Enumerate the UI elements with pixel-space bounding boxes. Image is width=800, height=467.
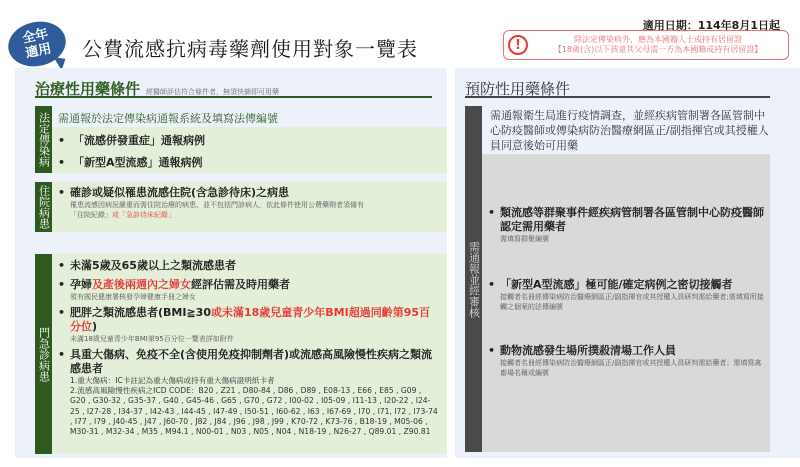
text: 經評估需及時用藥者 [191, 278, 290, 291]
item-sub: 罹患流感因病況嚴重而需住院治療的病患，並不包括門診病人，依此條件使用公費藥劑者須備有 [70, 201, 364, 209]
prevention-header [465, 72, 770, 98]
item-main: • 具重大傷病、免疫不全(含使用免疫抑制劑者)或流感高風險慢性疾病之類流感患者 [58, 348, 439, 376]
prevention-panel [455, 68, 800, 458]
item-main: • 動物流感發生場所撲殺清場工作人員 [488, 344, 764, 358]
prevention-title: 預防性用藥條件 [465, 80, 571, 98]
treatment-panel [15, 68, 447, 458]
item-sub: 接觸者名冊經傳染病防治醫療網區正/副指揮官或其授權人員研判需給藥者;需填寫所接觸之個案的法傳編號 [500, 293, 764, 311]
item-main: • 確診或疑似罹患流感住院(含急診待床)之病患 [58, 186, 439, 200]
block-tag: 門急診病患 [35, 254, 52, 454]
text: 孕婦 [70, 278, 92, 291]
block-tag: 住院病患 [35, 182, 52, 232]
block-body [482, 154, 770, 452]
item-sub: 未滿18歲兒童青少年BMI第95百分位一覽表詳如附件 [70, 335, 234, 343]
alert-text [528, 35, 788, 56]
item-main: • 「新型A型流感」極可能/確定病例之密切接觸者 [488, 278, 764, 292]
notifiable-disease-block [35, 106, 447, 173]
block-body [52, 254, 447, 454]
list-item [58, 348, 439, 437]
treatment-subtitle: 經醫師評估符合條件者，無須快篩即可用藥 [146, 88, 280, 96]
effective-date: 適用日期：114年8月1日起 [642, 19, 780, 32]
item-sub: 領有國民健康署核發孕婦健康手冊之婦女 [70, 293, 196, 301]
item-main: • 未滿5歲及65歲以上之類流感患者 [58, 259, 439, 273]
item-main [58, 278, 439, 292]
item-sub: 需填寫群聚編號 [500, 235, 549, 243]
treatment-header [35, 72, 432, 98]
list-item [58, 186, 439, 220]
record-er: 或「急診待床紀錄」 [112, 211, 175, 219]
block-head: 需通報衛生局進行疫情調查，並經疾病管制署各區管制中心防疫醫師或傳染病防治醫療網區正/副指揮官或其授權人員同意後始可用藥 [482, 106, 770, 153]
alert-line-2: 【18歲(含)以下孩童其父母需一方為本國籍或持有居留證】 [553, 45, 763, 54]
block-tag: 法定傳染病 [35, 106, 52, 173]
item-sub-2 [58, 210, 439, 220]
inpatient-block [35, 182, 447, 232]
list-item [488, 278, 764, 312]
text-red: 及產後兩週內之婦女 [92, 278, 191, 291]
item-main [58, 306, 439, 334]
block-body [52, 106, 447, 173]
badge-line-1: 全年 [21, 26, 50, 47]
eligibility-alert [503, 30, 789, 60]
item-main: • 類流感等群聚事件經疾病管制署各區管制中心防疫醫師認定需用藥者 [488, 206, 764, 234]
block-body [52, 182, 447, 232]
block-head: 需通報於法定傳染病通報系統及填寫法傳編號 [58, 112, 278, 125]
list-item [58, 278, 439, 302]
text: ) [92, 320, 98, 333]
block-tag: 需通報並經審核 [465, 106, 482, 452]
year-round-badge [4, 16, 70, 71]
alert-line-1: 除法定傳染病外，應為本國籍人士或持有居留證 [574, 34, 742, 44]
prevention-block [465, 106, 770, 452]
list-item: • 「流感併發重症」通報病例 [58, 132, 205, 148]
icd-code-list: 2.流感高風險慢性疾病之ICD CODE：B20 , Z21 , D80-84 , D86 , D89 , E08-13 , E66 , E85 , G09 , G20 , G30-32 , G35-37 , G40 , G45-46 , G65 , G70 , G72 , I00-02 , I05-09 , I11-13 , I20-22 , I24-25 , I27-28 , I34-37 , I42-43 , I44-45 , I47-49 , I50-51 , I60-62 , I63 , I67-69 , I70 , I71, I72 , I73-74 , I77 , I79 , J40-45 , J47 , J60-70 , J82 , J84 , J96 , J98 , J99 , K70-72 , K73-76 , B18-19 , M05-06 , M30-31 , M32-34 , M35 , M94.1 , N00-01 , N03 , N05 , N04 , N18-19 , N26-27 , Q89.01 , Z90.81 [70, 386, 438, 437]
badge-line-2: 適用 [24, 41, 53, 62]
exclamation-circle-icon: ! [508, 35, 528, 55]
text: 肥胖之類流感患者(BMI≧30 [70, 306, 211, 319]
list-item [58, 259, 439, 273]
page-title: 公費流感抗病毒藥劑使用對象一覽表 [82, 37, 418, 61]
item-sub: 1.重大傷病：IC卡註記為重大傷病或持有重大傷病證明紙卡者 [70, 376, 275, 385]
item-sub: 接觸者名冊經傳染病防治醫療網區正/副指揮官或其授權人員研判需給藥者；需填寫禽畜場名稱或編號 [500, 359, 762, 377]
text-red: 或未滿18歲兒童青少年BMI超過同齡第95百分位 [70, 306, 431, 333]
list-item [488, 206, 764, 244]
block-list [52, 127, 447, 173]
treatment-title: 治療性用藥條件 [35, 80, 141, 98]
outpatient-block [35, 254, 447, 454]
list-item [488, 344, 764, 378]
record-inpatient: 「住院紀錄」 [70, 211, 112, 219]
list-item: • 「新型A型流感」通報病例 [58, 154, 203, 170]
list-item [58, 306, 439, 344]
